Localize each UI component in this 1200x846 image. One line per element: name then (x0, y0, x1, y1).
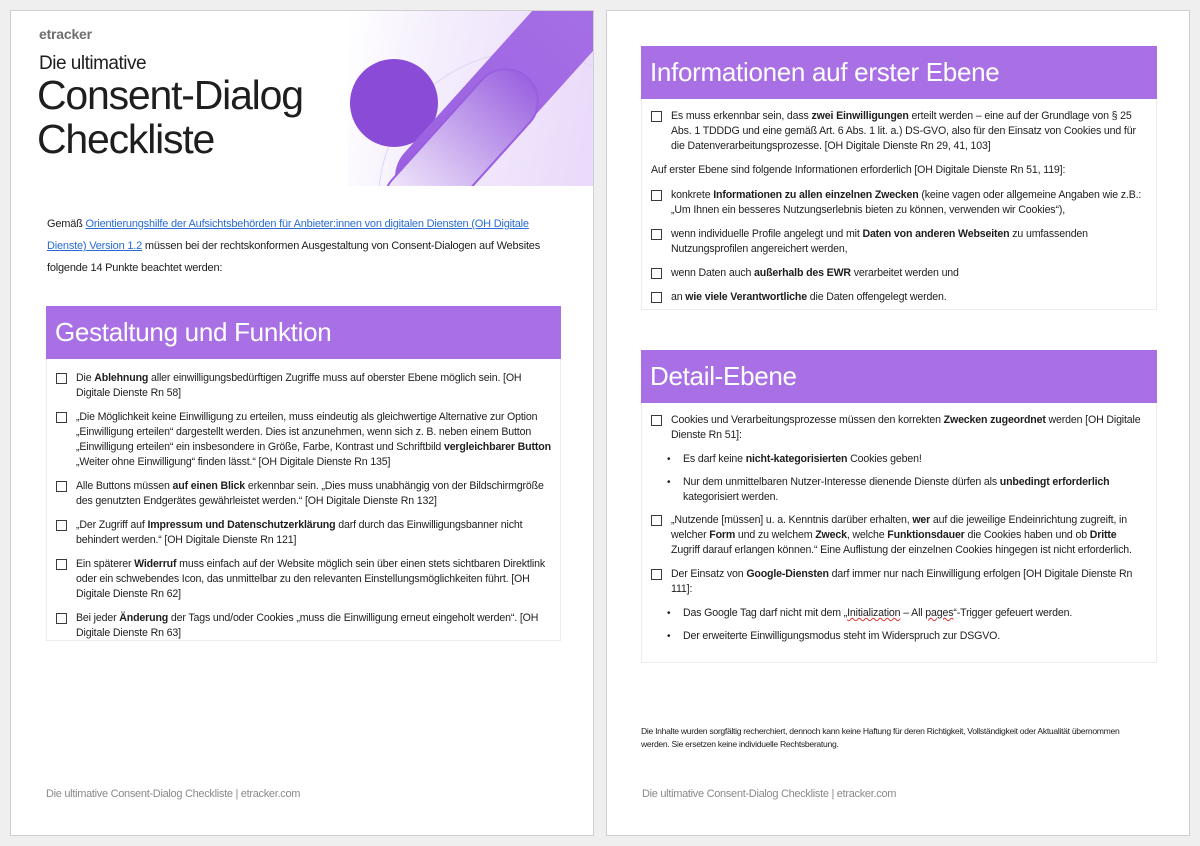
section-detail-ebene (641, 350, 1157, 663)
checklist-item: konkrete Informationen zu allen einzelnen Zwecken (keine vagen oder allgemeine Angaben wie z.B.: „Um Ihnen ein besseres Nutzungserlebnis bieten zu können, verwenden wir Cookies“), (651, 188, 1147, 218)
bullet-icon: • (667, 608, 671, 619)
bullet-item: • Es darf keine nicht-kategorisierten Cookies geben! (667, 453, 922, 465)
document-page-1 (10, 10, 594, 836)
checkbox[interactable] (56, 559, 67, 570)
bullet-icon: • (667, 454, 671, 465)
guideline-link[interactable]: Orientierungshilfe der Aufsichtsbehörden für Anbieter:innen von digitalen Diensten (OH Digitale Dienste) Version 1.2 (47, 218, 529, 252)
intro-prefix: Gemäß (47, 218, 86, 230)
bullet-item: • Nur dem unmittelbaren Nutzer-Interesse dienende Dienste dürfen als unbedingt erforderlich kategorisiert werden. (667, 476, 1110, 503)
checklist-item: an wie viele Verantwortliche die Daten offengelegt werden. (651, 290, 1147, 305)
intro-paragraph (47, 213, 557, 279)
checkbox[interactable] (651, 415, 662, 426)
legal-disclaimer: Die Inhalte wurden sorgfältig recherchiert, dennoch kann keine Haftung für deren Richtigkeit, Vollständigkeit oder Aktualität übernommen werden. Sie ersetzen keine individuelle Rechtsberatung. (641, 726, 1120, 749)
checklist-item: Es muss erkennbar sein, dass zwei Einwilligungen erteilt werden – eine auf der Grundlage von § 25 Abs. 1 TDDDG und eine gemäß Art. 6 Abs. 1 lit. a.) DS-GVO, also für den Einsatz von Cookies und für die Datenverarbeitungsprozesse. [OH Digitale Dienste Rn 29, 41, 103] (651, 109, 1147, 154)
document-title (37, 73, 367, 161)
intro-suffix: müssen bei der rechtskonformen Ausgestaltung von Consent-Dialogen auf Websites folgende 14 Punkte beachtet werden: (47, 240, 541, 274)
checklist-item: Ein späterer Widerruf muss einfach auf der Website möglich sein über einen stets sichtbaren Direktlink oder ein schwebendes Icon, das unmittelbar zu den relevanten Einstellungsmöglichkeiten führt. [OH Digitale Dienste Rn 62] (56, 557, 551, 602)
checkbox[interactable] (56, 481, 67, 492)
header-decorative-graphic (348, 11, 593, 186)
document-page-2 (606, 10, 1190, 836)
checklist-item: Der Einsatz von Google-Diensten darf immer nur nach Einwilligung erfolgen [OH Digitale Dienste Rn 111]: (651, 567, 1147, 597)
checkbox[interactable] (56, 520, 67, 531)
brand-logo: etracker (39, 26, 92, 42)
checklist-item: Cookies und Verarbeitungsprozesse müssen den korrekten Zwecken zugeordnet werden [OH Digitale Dienste Rn 51]: (651, 413, 1147, 443)
page-footer: Die ultimative Consent-Dialog Checkliste | etracker.com (46, 788, 301, 800)
document-subtitle: Die ultimative (39, 53, 147, 74)
checkbox[interactable] (651, 190, 662, 201)
bullet-icon: • (667, 477, 671, 488)
checkbox[interactable] (651, 268, 662, 279)
checklist-item: Die Ablehnung aller einwilligungsbedürftigen Zugriffe muss auf oberster Ebene möglich sein. [OH Digitale Dienste Rn 58] (56, 371, 551, 401)
checklist-item: „Die Möglichkeit keine Einwilligung zu erteilen, muss eindeutig als gleichwertige Alternative zur Option „Einwilligung erteilen“ dargestellt werden. Dies ist anzunehmen, wenn sich z. B. neben einem Button „Einwilligung erteilen“ ein insbesondere in Größe, Farbe, Kontrast und Schriftbild vergleichbarer Button „Weiter ohne Einwilligung“ finden lässt.“ [OH Digitale Dienste Rn 135] (56, 410, 551, 470)
checklist-item: wenn individuelle Profile angelegt und mit Daten von anderen Webseiten zu umfassenden Nutzungsprofilen angereichert werden, (651, 227, 1147, 257)
checklist-item: wenn Daten auch außerhalb des EWR verarbeitet werden und (651, 266, 1147, 281)
section-informationen-erste-ebene (641, 46, 1157, 310)
page-footer: Die ultimative Consent-Dialog Checkliste | etracker.com (642, 788, 897, 800)
section-gestaltung-und-funktion (46, 306, 561, 641)
checkbox[interactable] (651, 111, 662, 122)
checkbox[interactable] (651, 569, 662, 580)
bullet-item: • Das Google Tag darf nicht mit dem „Initialization – All pages“-Trigger gefeuert werden. (667, 607, 1073, 619)
checkbox[interactable] (651, 229, 662, 240)
section-title: Detail-Ebene (641, 350, 1157, 403)
bullet-item: • Der erweiterte Einwilligungsmodus steht im Widerspruch zur DSGVO. (667, 630, 1001, 642)
title-line-1: Consent-Dialog (37, 72, 303, 118)
checklist-item: „Nutzende [müssen] u. a. Kenntnis darüber erhalten, wer auf die jeweilige Endeinrichtung zugreift, in welcher Form und zu welchem Zweck, welche Funktionsdauer die Cookies haben und ob Dritte Zugriff darauf erlangen können.“ Eine Auflistung der einzelnen Cookies hingegen ist nicht erforderlich. (651, 513, 1147, 558)
checklist-item: Bei jeder Änderung der Tags und/oder Cookies „muss die Einwilligung erneut eingeholt werden“. [OH Digitale Dienste Rn 63] (56, 611, 551, 641)
section-title: Informationen auf erster Ebene (641, 46, 1157, 99)
bullet-icon: • (667, 631, 671, 642)
lead-in-text: Auf erster Ebene sind folgende Informationen erforderlich [OH Digitale Dienste Rn 51, 119]: (651, 164, 1066, 176)
checkbox[interactable] (56, 373, 67, 384)
checkbox[interactable] (56, 412, 67, 423)
checkbox[interactable] (651, 515, 662, 526)
checkbox[interactable] (56, 613, 67, 624)
checkbox[interactable] (651, 292, 662, 303)
checklist-item: Alle Buttons müssen auf einen Blick erkennbar sein. „Dies muss unabhängig von der Bildschirmgröße des genutzten Endgerätes gewährleistet werden.“ [OH Digitale Dienste Rn 132] (56, 479, 551, 509)
section-title: Gestaltung und Funktion (46, 306, 561, 359)
title-line-2: Checkliste (37, 116, 215, 162)
checklist-item: „Der Zugriff auf Impressum und Datenschutzerklärung darf durch das Einwilligungsbanner nicht behindert werden.“ [OH Digitale Dienste Rn 121] (56, 518, 551, 548)
